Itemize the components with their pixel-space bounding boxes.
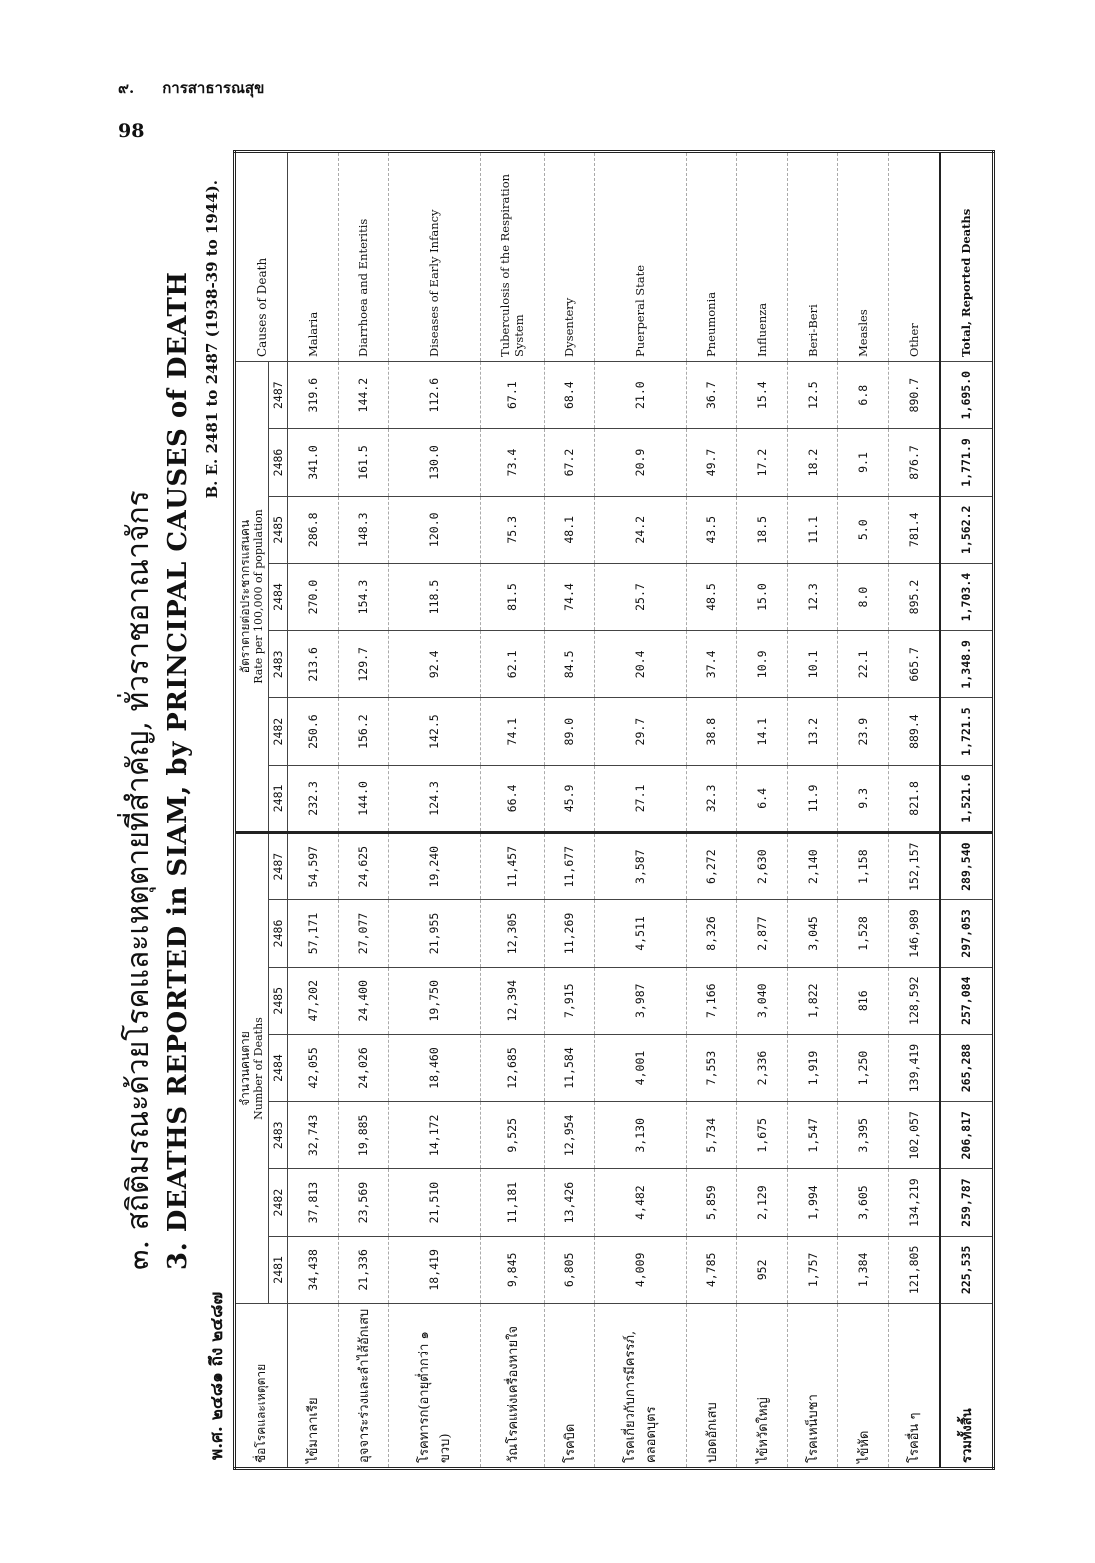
rate-year-2484: 2484 (269, 563, 288, 630)
rate-cell: 1,521.6 (940, 765, 994, 832)
deaths-cell: 57,171 (288, 900, 339, 967)
deaths-cell: 4,785 (686, 1236, 737, 1303)
deaths-cell: 1,250 (838, 1034, 889, 1101)
rate-cell: 32.3 (686, 765, 737, 832)
deaths-cell: 4,511 (595, 900, 686, 967)
deaths-cell: 146,989 (888, 900, 940, 967)
rate-cell: 1,721.5 (940, 698, 994, 765)
group-deaths-thai: จำนวนคนตาย (238, 1031, 252, 1106)
rate-cell: 92.4 (389, 631, 480, 698)
rate-cell: 11.9 (787, 765, 838, 832)
deaths-cell: 257,084 (940, 967, 994, 1034)
deaths-cell: 7,166 (686, 967, 737, 1034)
rate-cell: 81.5 (480, 563, 544, 630)
deaths-cell: 24,400 (338, 967, 389, 1034)
rate-cell: 75.3 (480, 496, 544, 563)
rate-cell: 5.0 (838, 496, 889, 563)
deaths-cell: 102,057 (888, 1102, 940, 1169)
rate-cell: 10.1 (787, 631, 838, 698)
deaths-cell: 225,535 (940, 1236, 994, 1303)
deaths-cell: 11,584 (544, 1034, 595, 1101)
group-rate-english: Rate per 100,000 of population (252, 509, 265, 684)
deaths-cell: 152,157 (888, 833, 940, 900)
period-thai: พ.ศ. ๒๔๘๑ ถึง ๒๔๘๗ (207, 1291, 227, 1460)
rate-year-2482: 2482 (269, 698, 288, 765)
deaths-cell: 3,587 (595, 833, 686, 900)
deaths-cell: 5,859 (686, 1169, 737, 1236)
cause-english: Diarrhoea and Enteritis (338, 152, 389, 362)
deaths-cell: 47,202 (288, 967, 339, 1034)
deaths-cell: 14,172 (389, 1102, 480, 1169)
deaths-cell: 11,677 (544, 833, 595, 900)
rate-cell: 10.9 (737, 631, 788, 698)
deaths-cell: 816 (838, 967, 889, 1034)
deaths-cell: 2,140 (787, 833, 838, 900)
rate-cell: 1,348.9 (940, 631, 994, 698)
rate-year-2485: 2485 (269, 496, 288, 563)
deaths-cell: 1,528 (838, 900, 889, 967)
deaths-cell: 12,305 (480, 900, 544, 967)
deaths-cell: 12,394 (480, 967, 544, 1034)
rate-cell: 286.8 (288, 496, 339, 563)
rate-cell: 43.5 (686, 496, 737, 563)
deaths-cell: 23,569 (338, 1169, 389, 1236)
deaths-cell: 2,630 (737, 833, 788, 900)
rate-cell: 14.1 (737, 698, 788, 765)
rate-cell: 120.0 (389, 496, 480, 563)
rate-cell: 1,771.9 (940, 429, 994, 496)
deaths-cell: 54,597 (288, 833, 339, 900)
deaths-cell: 19,885 (338, 1102, 389, 1169)
deaths-cell: 206,817 (940, 1102, 994, 1169)
cause-english: Puerperal State (595, 152, 686, 362)
period-english: B. E. 2481 to 2487 (1938-39 to 1944). (203, 180, 221, 499)
cause-thai: ปอดอักเสบ (686, 1304, 737, 1469)
deaths-cell: 3,987 (595, 967, 686, 1034)
cause-english: Tuberculosis of the Respiration System (480, 152, 544, 362)
rate-cell: 23.9 (838, 698, 889, 765)
rate-cell: 144.2 (338, 362, 389, 429)
rate-cell: 68.4 (544, 362, 595, 429)
deaths-cell: 297,053 (940, 900, 994, 967)
deaths-cell: 19,240 (389, 833, 480, 900)
deaths-cell: 24,026 (338, 1034, 389, 1101)
page-header (118, 76, 292, 100)
deaths-cell: 11,269 (544, 900, 595, 967)
deaths-year-2484: 2484 (269, 1034, 288, 1101)
rate-cell: 73.4 (480, 429, 544, 496)
cause-english: Total, Reported Deaths (940, 152, 994, 362)
deaths-cell: 4,009 (595, 1236, 686, 1303)
table-row (544, 152, 595, 1469)
deaths-cell: 139,419 (888, 1034, 940, 1101)
rate-cell: 341.0 (288, 429, 339, 496)
deaths-cell: 27,077 (338, 900, 389, 967)
section-number: ๙. (118, 79, 135, 97)
deaths-cell: 134,219 (888, 1169, 940, 1236)
cause-thai: โรคอื่น ๆ (888, 1304, 940, 1469)
table-row (787, 152, 838, 1469)
rate-cell: 156.2 (338, 698, 389, 765)
rate-cell: 45.9 (544, 765, 595, 832)
deaths-cell: 4,482 (595, 1169, 686, 1236)
deaths-year-2483: 2483 (269, 1102, 288, 1169)
deaths-year-2487: 2487 (269, 833, 288, 900)
deaths-cell: 2,336 (737, 1034, 788, 1101)
table-row (480, 152, 544, 1469)
deaths-cell: 7,553 (686, 1034, 737, 1101)
rate-cell: 84.5 (544, 631, 595, 698)
rate-cell: 12.5 (787, 362, 838, 429)
rate-cell: 1,695.0 (940, 362, 994, 429)
deaths-cell: 18,419 (389, 1236, 480, 1303)
rate-cell: 18.2 (787, 429, 838, 496)
rate-cell: 48.5 (686, 563, 737, 630)
deaths-year-2486: 2486 (269, 900, 288, 967)
table-row (888, 152, 940, 1469)
cause-thai: โรคบิด (544, 1304, 595, 1469)
deaths-cell: 3,605 (838, 1169, 889, 1236)
deaths-cell: 8,326 (686, 900, 737, 967)
rate-cell: 250.6 (288, 698, 339, 765)
rate-cell: 17.2 (737, 429, 788, 496)
deaths-cell: 12,954 (544, 1102, 595, 1169)
title-english: 3. DEATHS REPORTED in SIAM, by PRINCIPAL CAUSES of DEATH (163, 271, 193, 1270)
cause-thai: ไข้มาลาเรีย (288, 1304, 339, 1469)
rate-cell: 6.4 (737, 765, 788, 832)
deaths-cell: 128,592 (888, 967, 940, 1034)
rate-cell: 62.1 (480, 631, 544, 698)
rate-cell: 890.7 (888, 362, 940, 429)
rate-cell: 11.1 (787, 496, 838, 563)
deaths-table (233, 150, 995, 1470)
cause-english: Malaria (288, 152, 339, 362)
rate-cell: 8.0 (838, 563, 889, 630)
rate-cell: 24.2 (595, 496, 686, 563)
cause-thai: โรคเหน็บชา (787, 1304, 838, 1469)
cause-thai: ไข้หัด (838, 1304, 889, 1469)
group-header-deaths (235, 833, 269, 1304)
rate-cell: 213.6 (288, 631, 339, 698)
deaths-cell: 18,460 (389, 1034, 480, 1101)
rate-cell: 66.4 (480, 765, 544, 832)
deaths-cell: 24,625 (338, 833, 389, 900)
rate-cell: 270.0 (288, 563, 339, 630)
col-header-english: Causes of Death (235, 152, 288, 362)
table-body (288, 152, 994, 1469)
cause-thai: ไข้หวัดใหญ่ (737, 1304, 788, 1469)
deaths-cell: 3,395 (838, 1102, 889, 1169)
col-header-thai: ชื่อโรคและเหตุตาย (235, 1304, 288, 1469)
page-number: 98 (118, 120, 145, 142)
rate-cell: 74.1 (480, 698, 544, 765)
rate-cell: 13.2 (787, 698, 838, 765)
table-row (737, 152, 788, 1469)
rate-cell: 49.7 (686, 429, 737, 496)
rate-cell: 232.3 (288, 765, 339, 832)
total-row (940, 152, 994, 1469)
table-row (288, 152, 339, 1469)
rate-cell: 89.0 (544, 698, 595, 765)
deaths-cell: 42,055 (288, 1034, 339, 1101)
deaths-cell: 2,877 (737, 900, 788, 967)
cause-thai: วัณโรคแห่งเครื่องหายใจ (480, 1304, 544, 1469)
rate-cell: 18.5 (737, 496, 788, 563)
deaths-cell: 1,919 (787, 1034, 838, 1101)
deaths-year-2482: 2482 (269, 1169, 288, 1236)
rate-cell: 9.3 (838, 765, 889, 832)
cause-thai: รวมทั้งสิ้น (940, 1304, 994, 1469)
cause-english: Diseases of Early Infancy (389, 152, 480, 362)
titles (105, 150, 235, 1500)
cause-english: Dysentery (544, 152, 595, 362)
rate-cell: 876.7 (888, 429, 940, 496)
rate-cell: 319.6 (288, 362, 339, 429)
deaths-cell: 265,288 (940, 1034, 994, 1101)
rate-cell: 895.2 (888, 563, 940, 630)
rate-cell: 9.1 (838, 429, 889, 496)
cause-thai: โรคทารก(อายุต่ำกว่า ๑ ขวบ) (389, 1304, 480, 1469)
deaths-cell: 259,787 (940, 1169, 994, 1236)
deaths-cell: 952 (737, 1236, 788, 1303)
rate-cell: 1,703.4 (940, 563, 994, 630)
rate-cell: 154.3 (338, 563, 389, 630)
deaths-cell: 21,510 (389, 1169, 480, 1236)
rate-cell: 20.4 (595, 631, 686, 698)
deaths-cell: 11,181 (480, 1169, 544, 1236)
deaths-cell: 1,547 (787, 1102, 838, 1169)
deaths-cell: 9,525 (480, 1102, 544, 1169)
deaths-cell: 1,822 (787, 967, 838, 1034)
deaths-cell: 1,757 (787, 1236, 838, 1303)
rate-cell: 6.8 (838, 362, 889, 429)
deaths-cell: 21,955 (389, 900, 480, 967)
rate-year-2487: 2487 (269, 362, 288, 429)
cause-english: Beri-Beri (787, 152, 838, 362)
group-header-rate (235, 362, 269, 833)
rate-cell: 67.1 (480, 362, 544, 429)
deaths-cell: 1,994 (787, 1169, 838, 1236)
rate-cell: 67.2 (544, 429, 595, 496)
rate-cell: 889.4 (888, 698, 940, 765)
table-row (595, 152, 686, 1469)
deaths-cell: 32,743 (288, 1102, 339, 1169)
deaths-year-2485: 2485 (269, 967, 288, 1034)
rate-cell: 21.0 (595, 362, 686, 429)
deaths-cell: 3,130 (595, 1102, 686, 1169)
deaths-cell: 1,675 (737, 1102, 788, 1169)
deaths-cell: 3,040 (737, 967, 788, 1034)
rate-cell: 20.9 (595, 429, 686, 496)
rate-cell: 29.7 (595, 698, 686, 765)
table-row (338, 152, 389, 1469)
deaths-cell: 21,336 (338, 1236, 389, 1303)
cause-english: Pneumonia (686, 152, 737, 362)
rate-cell: 38.8 (686, 698, 737, 765)
deaths-cell: 289,540 (940, 833, 994, 900)
deaths-cell: 1,158 (838, 833, 889, 900)
rate-cell: 37.4 (686, 631, 737, 698)
rate-year-2483: 2483 (269, 631, 288, 698)
deaths-cell: 1,384 (838, 1236, 889, 1303)
section-title: การสาธารณสุข (162, 79, 265, 97)
cause-thai: อุจจาระร่วงและลำไส้อักเสบ (338, 1304, 389, 1469)
rate-cell: 781.4 (888, 496, 940, 563)
deaths-cell: 34,438 (288, 1236, 339, 1303)
table-row (838, 152, 889, 1469)
group-deaths-english: Number of Deaths (252, 1017, 265, 1120)
table-row (389, 152, 480, 1469)
rate-cell: 821.8 (888, 765, 940, 832)
rotated-table-page (105, 150, 975, 1500)
deaths-cell: 37,813 (288, 1169, 339, 1236)
deaths-cell: 3,045 (787, 900, 838, 967)
table-header-group-row (235, 152, 269, 1469)
rate-cell: 25.7 (595, 563, 686, 630)
rate-cell: 36.7 (686, 362, 737, 429)
deaths-cell: 12,685 (480, 1034, 544, 1101)
deaths-cell: 6,272 (686, 833, 737, 900)
rate-cell: 148.3 (338, 496, 389, 563)
deaths-cell: 13,426 (544, 1169, 595, 1236)
cause-thai: โรคเกี่ยวกับการมีครรภ์, คลอดบุตร (595, 1304, 686, 1469)
rate-cell: 74.4 (544, 563, 595, 630)
deaths-cell: 5,734 (686, 1102, 737, 1169)
rate-cell: 1,562.2 (940, 496, 994, 563)
rate-cell: 48.1 (544, 496, 595, 563)
deaths-cell: 6,805 (544, 1236, 595, 1303)
title-thai: ๓. สถิติมรณะด้วยโรคและเหตุตายที่สำคัญ, ทั่วราชอาณาจักร (121, 490, 156, 1270)
rate-cell: 161.5 (338, 429, 389, 496)
deaths-cell: 19,750 (389, 967, 480, 1034)
rate-cell: 27.1 (595, 765, 686, 832)
rate-cell: 142.5 (389, 698, 480, 765)
table-row (686, 152, 737, 1469)
rate-cell: 15.4 (737, 362, 788, 429)
cause-english: Influenza (737, 152, 788, 362)
deaths-cell: 2,129 (737, 1169, 788, 1236)
deaths-year-2481: 2481 (269, 1236, 288, 1303)
deaths-cell: 121,805 (888, 1236, 940, 1303)
deaths-cell: 7,915 (544, 967, 595, 1034)
rate-cell: 118.5 (389, 563, 480, 630)
rate-cell: 130.0 (389, 429, 480, 496)
rate-cell: 15.0 (737, 563, 788, 630)
deaths-cell: 4,001 (595, 1034, 686, 1101)
cause-english: Measles (838, 152, 889, 362)
cause-english: Other (888, 152, 940, 362)
rate-year-2481: 2481 (269, 765, 288, 832)
rate-cell: 124.3 (389, 765, 480, 832)
rate-cell: 112.6 (389, 362, 480, 429)
rate-cell: 22.1 (838, 631, 889, 698)
rate-cell: 665.7 (888, 631, 940, 698)
rate-cell: 129.7 (338, 631, 389, 698)
rate-cell: 12.3 (787, 563, 838, 630)
rate-year-2486: 2486 (269, 429, 288, 496)
rate-cell: 144.0 (338, 765, 389, 832)
deaths-cell: 11,457 (480, 833, 544, 900)
group-rate-thai: อัตราตายต่อประชากรแสนคน (238, 519, 252, 674)
deaths-cell: 9,845 (480, 1236, 544, 1303)
